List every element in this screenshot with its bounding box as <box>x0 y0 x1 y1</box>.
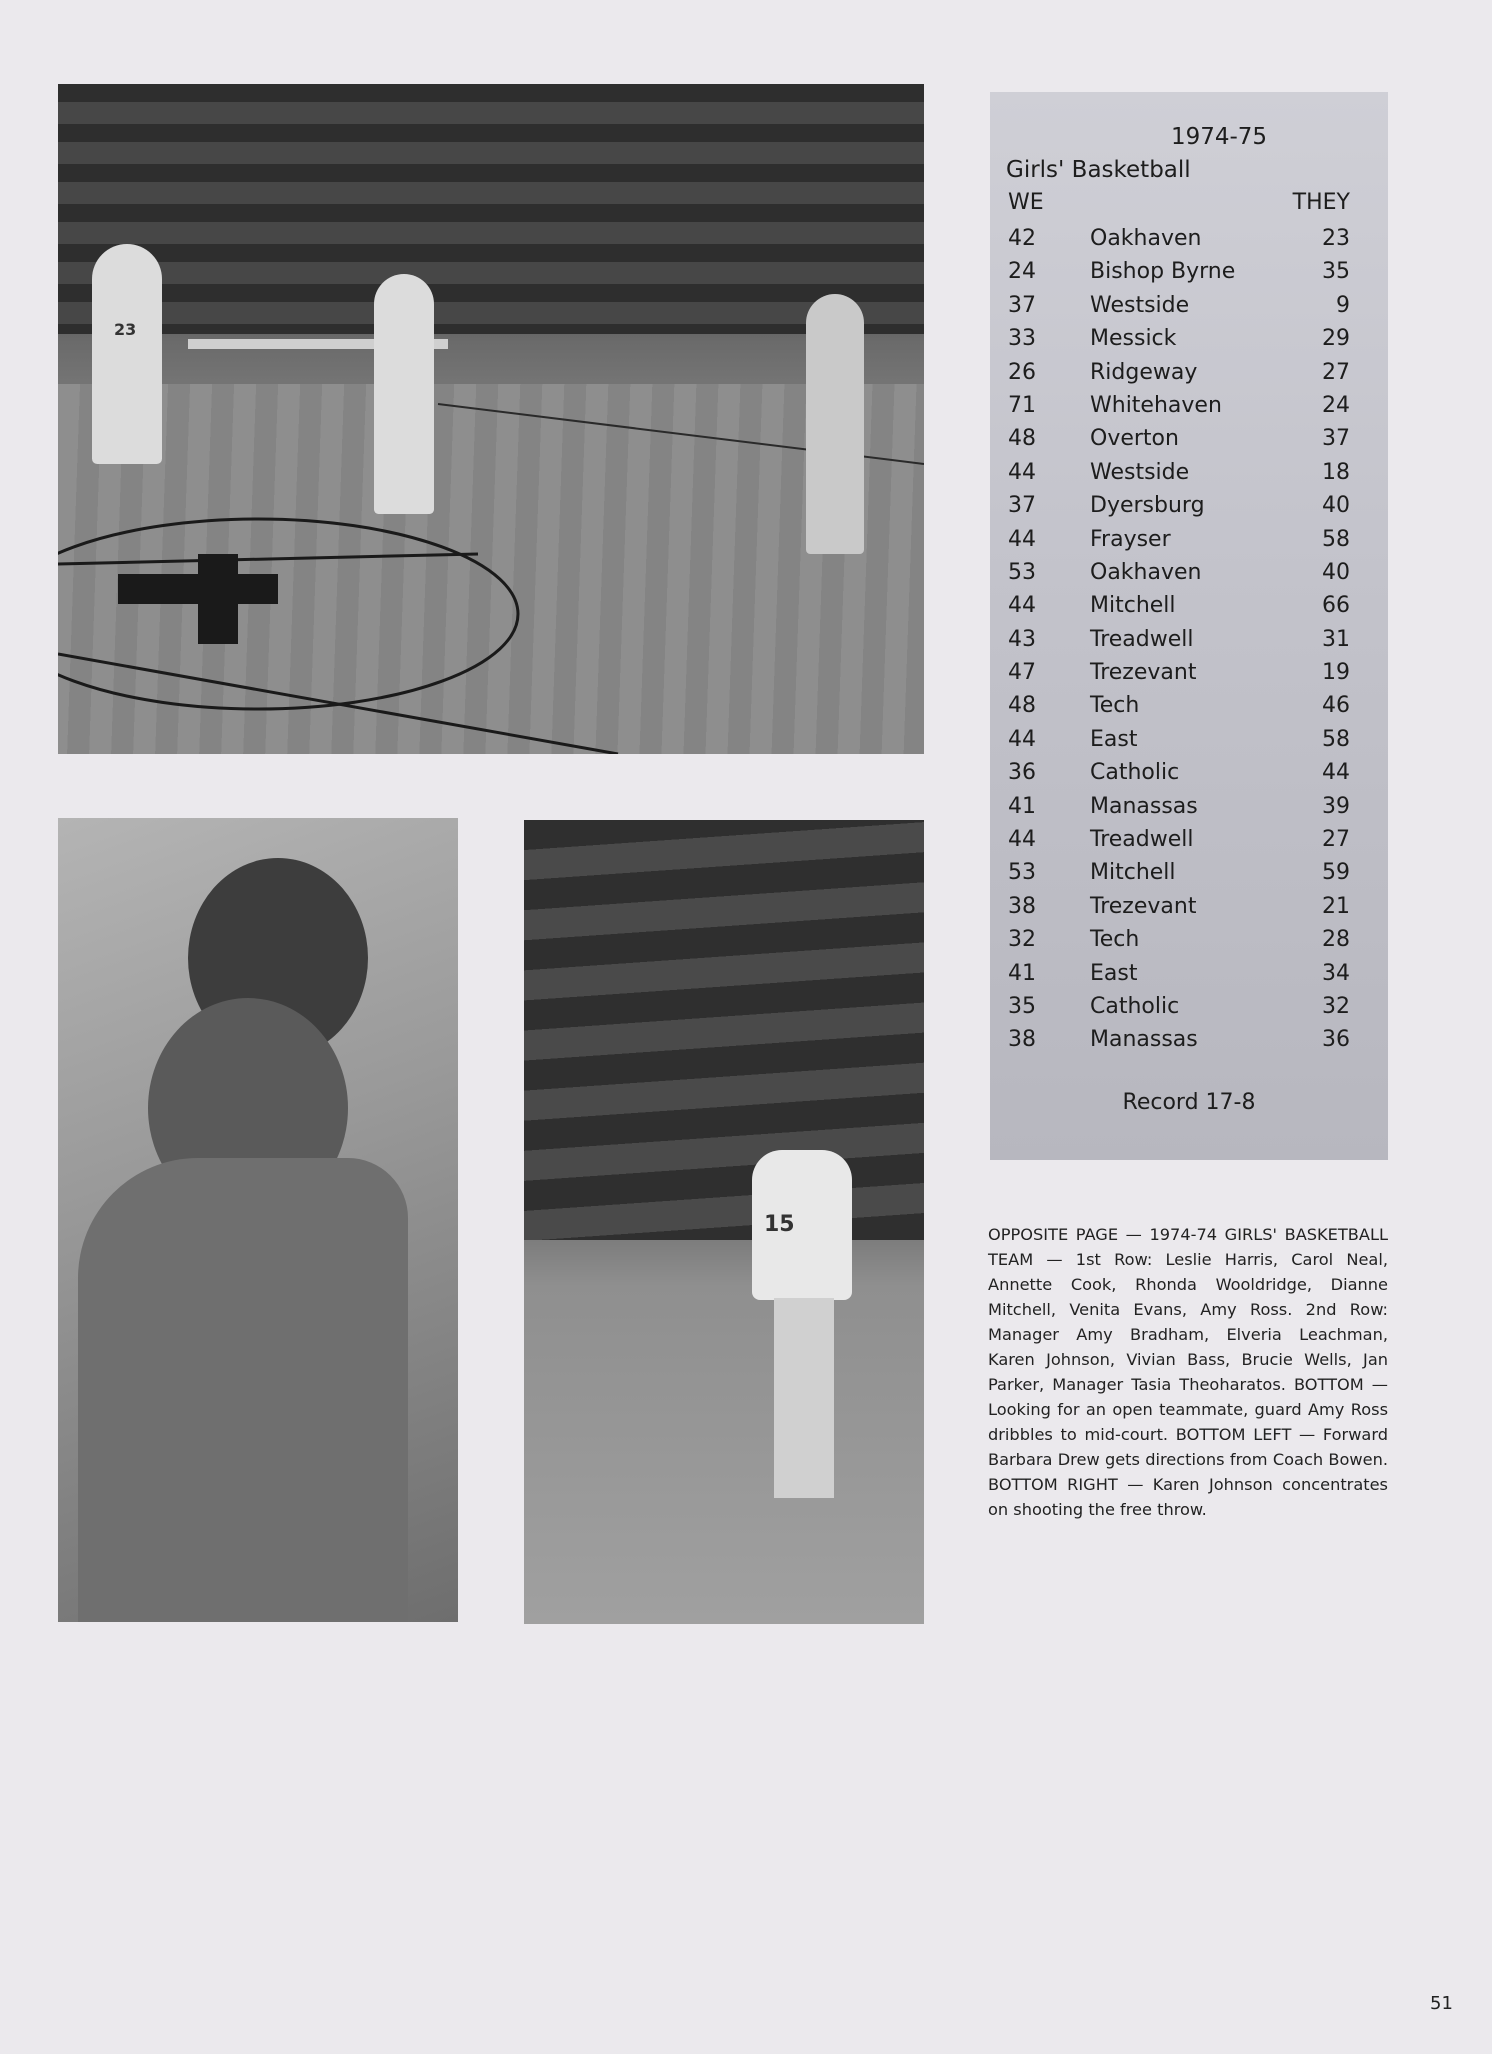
we-score: 35 <box>1008 993 1036 1019</box>
they-score: 39 <box>1322 793 1350 819</box>
score-row <box>990 1023 1388 1056</box>
opponent: Oakhaven <box>1090 559 1202 585</box>
opponent: Catholic <box>1090 993 1180 1019</box>
we-score: 48 <box>1008 426 1036 452</box>
opponent: Westside <box>1090 459 1190 485</box>
they-score: 9 <box>1336 292 1350 318</box>
we-score: 37 <box>1008 292 1036 318</box>
opponent: Ridgeway <box>1090 359 1198 385</box>
opponent: Tech <box>1090 927 1140 953</box>
we-score: 53 <box>1008 559 1036 585</box>
they-score: 46 <box>1322 693 1350 719</box>
opponent: Mitchell <box>1090 860 1176 886</box>
player-jersey-number: 15 <box>764 1212 795 1237</box>
photo-stands <box>524 820 924 1240</box>
score-row <box>990 689 1388 722</box>
score-row <box>990 523 1388 556</box>
court-lines <box>58 84 924 754</box>
photo-player-body <box>78 1158 408 1622</box>
they-score: 58 <box>1322 726 1350 752</box>
opponent: Tech <box>1090 693 1140 719</box>
score-row <box>990 589 1388 622</box>
we-score: 53 <box>1008 860 1036 886</box>
photo-caption: OPPOSITE PAGE — 1974-74 GIRLS' BASKETBALL TEAM — 1st Row: Leslie Harris, Carol Neal, Annette Cook, Rhonda Wooldridge, Dianne Mitchell, Venita Evans, Amy Ross. 2nd Row: Manager Amy Bradham, Elveria Leachman, Karen Johnson, Vivian Bass, Brucie Wells, Jan Parker, Manager Tasia Theoharatos. BOTTOM — Looking for an open teammate, guard Amy Ross dribbles to mid-court. BOTTOM LEFT — Forward Barbara Drew gets directions from Coach Bowen. BOTTOM RIGHT — Karen Johnson concentrates on shooting the free throw. <box>988 1225 1388 1519</box>
opponent: Mitchell <box>1090 593 1176 619</box>
score-row <box>990 790 1388 823</box>
page-number: 51 <box>1430 1993 1453 2014</box>
they-score: 34 <box>1322 960 1350 986</box>
score-row <box>990 957 1388 990</box>
we-score: 38 <box>1008 1027 1036 1053</box>
opponent: Overton <box>1090 426 1179 452</box>
score-row <box>990 623 1388 656</box>
score-table-title: 1974-75 <box>1170 124 1268 150</box>
opponent: Manassas <box>1090 1027 1198 1053</box>
we-score: 41 <box>1008 960 1036 986</box>
score-row <box>990 456 1388 489</box>
they-score: 29 <box>1322 326 1350 352</box>
we-score: 47 <box>1008 660 1036 686</box>
photo-free-throw <box>524 820 924 1624</box>
opponent: Catholic <box>1090 760 1180 786</box>
they-score: 18 <box>1322 459 1350 485</box>
they-score: 31 <box>1322 626 1350 652</box>
score-row <box>990 322 1388 355</box>
they-score: 66 <box>1322 593 1350 619</box>
they-score: 40 <box>1322 559 1350 585</box>
player-jersey-number: 23 <box>114 320 137 339</box>
opponent: Treadwell <box>1090 827 1194 853</box>
opponent: Trezevant <box>1090 660 1197 686</box>
we-score: 42 <box>1008 226 1036 251</box>
score-row <box>990 856 1388 889</box>
score-table-subtitle: Girls' Basketball <box>1006 157 1191 183</box>
they-score: 28 <box>1322 927 1350 953</box>
we-score: 43 <box>1008 626 1036 652</box>
they-score: 36 <box>1322 1027 1350 1053</box>
opponent: Dyersburg <box>1090 493 1205 519</box>
score-row <box>990 289 1388 322</box>
they-score: 35 <box>1322 259 1350 285</box>
score-row <box>990 255 1388 288</box>
we-score: 48 <box>1008 693 1036 719</box>
score-row <box>990 890 1388 923</box>
they-score: 23 <box>1322 226 1350 251</box>
we-score: 41 <box>1008 793 1036 819</box>
we-score: 44 <box>1008 726 1036 752</box>
we-score: 44 <box>1008 593 1036 619</box>
we-score: 37 <box>1008 493 1036 519</box>
opponent: Bishop Byrne <box>1090 259 1236 285</box>
score-row <box>990 756 1388 789</box>
we-score: 71 <box>1008 392 1036 418</box>
opponent: Treadwell <box>1090 626 1194 652</box>
opponent: Messick <box>1090 326 1177 352</box>
player-center <box>374 274 434 514</box>
opponent: Frayser <box>1090 526 1171 552</box>
score-row <box>990 723 1388 756</box>
opponent: Oakhaven <box>1090 226 1202 251</box>
they-score: 19 <box>1322 660 1350 686</box>
score-row <box>990 656 1388 689</box>
column-header-they: THEY <box>1292 190 1350 215</box>
opponent: Westside <box>1090 292 1190 318</box>
we-score: 38 <box>1008 893 1036 919</box>
score-row <box>990 422 1388 455</box>
score-row <box>990 489 1388 522</box>
score-row <box>990 556 1388 589</box>
score-row <box>990 990 1388 1023</box>
they-score: 21 <box>1322 893 1350 919</box>
score-rows <box>990 222 1388 1057</box>
we-score: 24 <box>1008 259 1036 285</box>
they-score: 40 <box>1322 493 1350 519</box>
column-header-we: WE <box>1008 190 1044 215</box>
they-score: 27 <box>1322 359 1350 385</box>
player-left <box>92 244 162 464</box>
they-score: 58 <box>1322 526 1350 552</box>
player-right <box>806 294 864 554</box>
we-score: 26 <box>1008 359 1036 385</box>
score-row <box>990 356 1388 389</box>
score-row <box>990 222 1388 255</box>
photo-gym-court <box>58 84 924 754</box>
opponent: East <box>1090 960 1138 986</box>
opponent: Trezevant <box>1090 893 1197 919</box>
score-row <box>990 823 1388 856</box>
we-score: 33 <box>1008 326 1036 352</box>
we-score: 32 <box>1008 927 1036 953</box>
we-score: 44 <box>1008 459 1036 485</box>
opponent: Manassas <box>1090 793 1198 819</box>
they-score: 32 <box>1322 993 1350 1019</box>
they-score: 59 <box>1322 860 1350 886</box>
they-score: 27 <box>1322 827 1350 853</box>
opponent: East <box>1090 726 1138 752</box>
score-row <box>990 923 1388 956</box>
we-score: 36 <box>1008 760 1036 786</box>
they-score: 37 <box>1322 426 1350 452</box>
we-score: 44 <box>1008 827 1036 853</box>
we-score: 44 <box>1008 526 1036 552</box>
opponent: Whitehaven <box>1090 392 1222 418</box>
score-row <box>990 389 1388 422</box>
score-table <box>990 92 1388 1160</box>
they-score: 24 <box>1322 392 1350 418</box>
photo-coach-player <box>58 818 458 1622</box>
they-score: 44 <box>1322 760 1350 786</box>
photo-shooter-legs <box>774 1298 834 1498</box>
season-record: Record 17-8 <box>1122 1090 1256 1115</box>
